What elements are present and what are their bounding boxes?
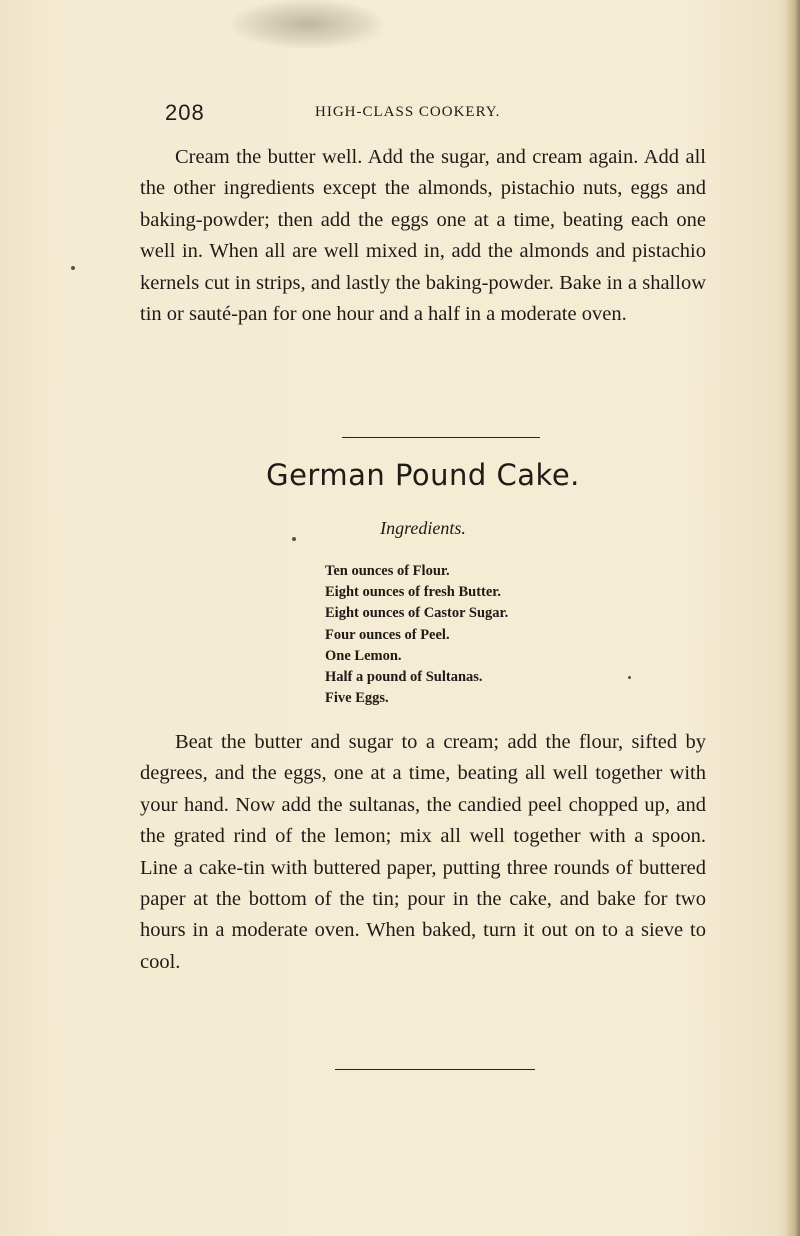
ingredient-item: Ten ounces of Flour. — [325, 563, 450, 579]
ink-speck — [628, 676, 631, 679]
ink-speck — [292, 537, 296, 541]
page-stain — [232, 0, 382, 48]
ingredients-heading: Ingredients. — [380, 518, 466, 538]
page-number: 208 — [165, 100, 205, 125]
section-divider-top — [342, 437, 540, 438]
ingredient-item: Five Eggs. — [325, 690, 389, 707]
ingredient-item: Four ounces of Peel. — [325, 626, 450, 643]
paragraph-method: Beat the butter and sugar to a cream; add the flour, sifted by degrees, and the eggs, one at a time, beating all well together with your hand. Now add the sultanas, the candied peel chopped up, and the grated rind of the lemon; mix all well together with a spoon. Line a cake-tin with buttered paper, putting three rounds of buttered paper at the bottom of the tin; pour in the cake, and bake for two hours in a moderate oven. When baked, turn it out on to a sieve to cool. — [140, 731, 706, 973]
ingredient-item: Eight ounces of Castor Sugar. — [325, 605, 509, 622]
section-divider-bottom — [335, 1069, 535, 1070]
recipe-title: German Pound Cake. — [266, 458, 580, 492]
page-header — [165, 100, 725, 130]
page-edge — [786, 0, 800, 1236]
ingredient-item: Half a pound of Sultanas. — [325, 669, 483, 686]
ink-speck — [71, 266, 75, 270]
ingredients-list — [325, 561, 508, 709]
ingredient-item: Eight ounces of fresh Butter. — [325, 584, 502, 601]
running-head: HIGH-CLASS COOKERY. — [315, 104, 501, 120]
paragraph-continuation: Cream the butter well. Add the sugar, and cream again. Add all the other ingredients except the almonds, pistachio nuts, eggs and baking-powder; then add the eggs one at a time, beating each one well in. When all are well mixed in, add the almonds and pistachio kernels cut in strips, and lastly the baking-powder. Bake in a shallow tin or sauté-pan for one hour and a half in a moderate oven. — [140, 146, 706, 326]
ingredient-item: One Lemon. — [325, 647, 402, 664]
